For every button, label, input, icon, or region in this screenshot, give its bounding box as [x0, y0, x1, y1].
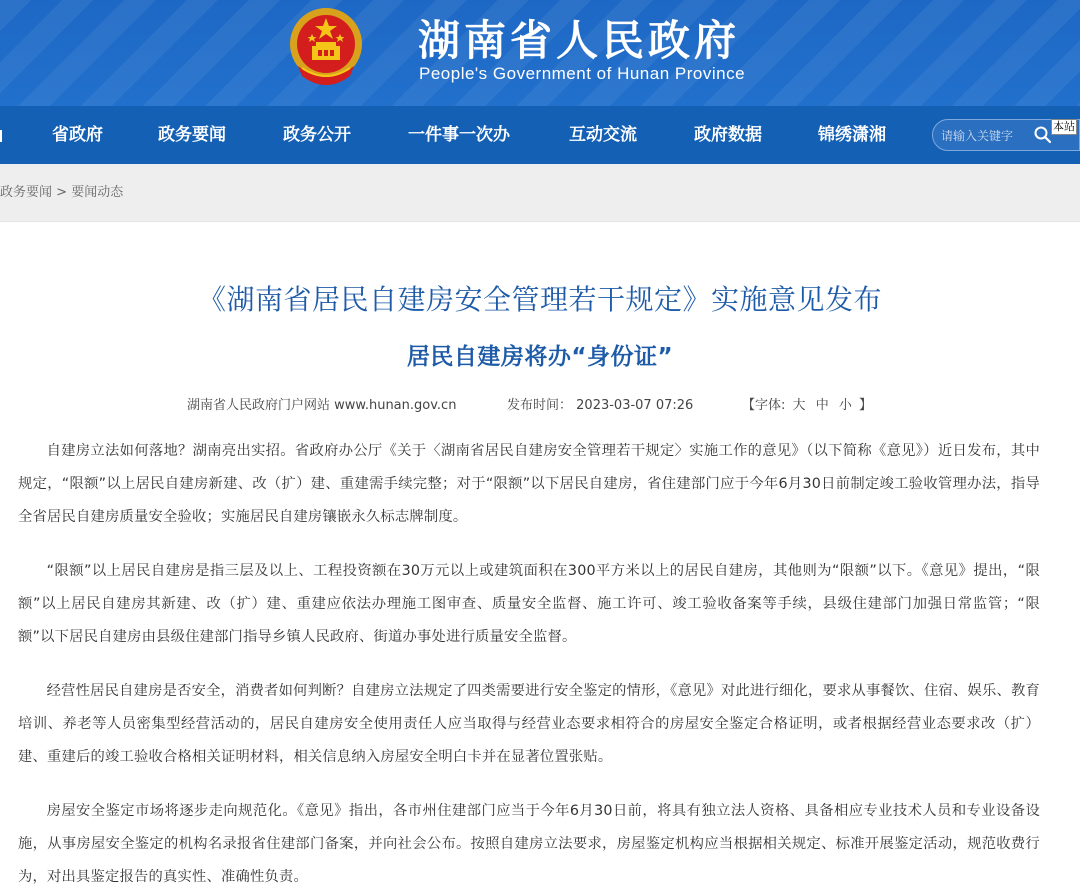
article-title: 《湖南省居民自建房安全管理若干规定》实施意见发布	[197, 283, 882, 316]
article-paragraph: “限额”以上居民自建房是指三层及以上、工程投资额在30万元以上或建筑面积在300平方米以上的居民自建房，其他则为“限额”以下。《意见》提出，“限额”以上居民自建房其新建、改（扩）建、重建应依法办理施工图审查、质量安全监督、施工许可、竣工验收备案等手续，县级住建部门加强日常监管；“限额”以下居民自建房由县级住建部门指导乡镇人民政府、街道办事处进行质量安全监督。	[18, 563, 1040, 645]
font-size-label: 【字体:	[742, 398, 786, 413]
article-source: 湖南省人民政府门户网站 www.hunan.gov.cn	[187, 398, 457, 413]
article-paragraph: 房屋安全鉴定市场将逐步走向规范化。《意见》指出，各市州住建部门应当于今年6月30日前，将具有独立法人资格、具备相应专业技术人员和专业设备设施，从事房屋安全鉴定的机构名录报省住建部门备案，并向社会公布。按照自建房立法要求，房屋鉴定机构应当根据相关规定、标准开展鉴定活动，规范收费行为，对出具鉴定报告的真实性、准确性负责。	[18, 803, 1040, 885]
nav-item-government-data[interactable]: 政府数据	[694, 125, 762, 145]
site-subtitle: People's Government of Hunan Province	[419, 64, 746, 83]
nav-item-government-news[interactable]: 政务要闻	[158, 125, 226, 145]
font-size-control	[742, 394, 872, 413]
font-size-close: 】	[859, 398, 873, 413]
nav-edge-divider	[0, 130, 4, 142]
font-size-large-button[interactable]: 大	[792, 398, 806, 413]
font-size-small-button[interactable]: 小	[838, 398, 852, 413]
site-header	[0, 0, 1080, 106]
nav-item-interaction[interactable]: 互动交流	[569, 125, 637, 145]
main-nav	[0, 106, 1080, 164]
breadcrumb-link-news[interactable]: 政务要闻	[0, 185, 53, 200]
site-title: 湖南省人民政府	[418, 16, 741, 65]
nav-item-one-thing-once[interactable]: 一件事一次办	[408, 125, 510, 145]
article-paragraph: 自建房立法如何落地？湖南亮出实招。省政府办公厅《关于〈湖南省居民自建房安全管理若干规定〉实施工作的意见》（以下简称《意见》）近日发布，其中规定，“限额”以上居民自建房新建、改（扩）建、重建需手续完整；对于“限额”以下居民自建房，省住建部门应于今年6月30日前制定竣工验收管理办法，指导全省居民自建房质量安全验收；实施居民自建房镶嵌永久标志牌制度。	[18, 443, 1040, 525]
breadcrumb-current[interactable]: 要闻动态	[71, 185, 124, 200]
publish-time-value: 2023-03-07 07:26	[576, 398, 694, 413]
search-tooltip: 本站	[1053, 120, 1075, 133]
nav-item-splendid-xiaoxiang[interactable]: 锦绣潇湘	[818, 125, 886, 145]
breadcrumb-separator: >	[52, 185, 72, 200]
nav-item-province-government[interactable]: 省政府	[52, 125, 103, 145]
article-paragraph: 经营性居民自建房是否安全，消费者如何判断？自建房立法规定了四类需要进行安全鉴定的情形，《意见》对此进行细化，要求从事餐饮、住宿、娱乐、教育培训、养老等人员密集型经营活动的，居民自建房安全使用责任人应当取得与经营业态要求相符合的房屋安全鉴定合格证明，或者根据经营业态要求改（扩）建、重建后的竣工验收合格相关证明材料，相关信息纳入房屋安全明白卡并在显著位置张贴。	[18, 683, 1040, 765]
nav-item-government-affairs-open[interactable]: 政务公开	[283, 125, 351, 145]
search-icon[interactable]	[1033, 125, 1053, 145]
breadcrumb	[0, 164, 1080, 222]
publish-label: 发布时间：	[507, 398, 573, 413]
article-publish-time	[507, 394, 693, 413]
font-size-medium-button[interactable]: 中	[815, 398, 829, 413]
search-input[interactable]	[941, 126, 1037, 146]
article-subtitle: 居民自建房将办“身份证”	[406, 344, 674, 370]
national-emblem-icon	[288, 4, 364, 90]
